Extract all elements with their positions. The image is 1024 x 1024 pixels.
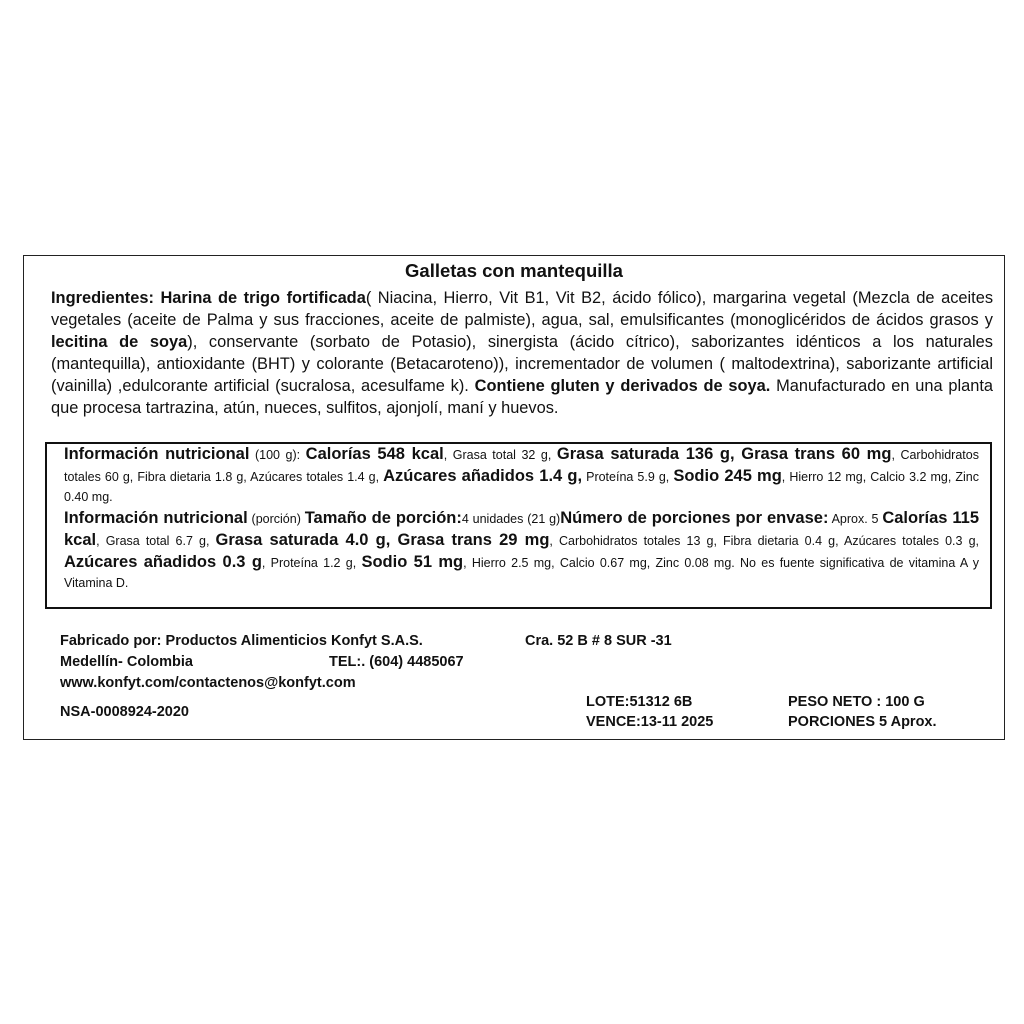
manufacturer-name: Fabricado por: Productos Alimenticios Konfyt S.A.S.: [60, 633, 423, 649]
nutrition-portion-heading: Información nutricional: [64, 509, 248, 528]
sanitary-registry: NSA-0008924-2020: [60, 704, 189, 720]
nutrition-portion-sat-fat: Grasa saturada 4.0 g: [215, 530, 386, 549]
nutrition-portion-size-label: Tamaño de porción:: [304, 509, 462, 528]
nutrition-100g-trans-fat: Grasa trans 60 mg: [741, 445, 892, 463]
nutrition-100g-calories: Calorías 548 kcal: [305, 445, 444, 463]
manufacturer-web[interactable]: www.konfyt.com/contactenos@konfyt.com: [60, 675, 356, 691]
nutrition-portion-sep: ,: [385, 530, 398, 549]
ingredient-soy-lecithin: lecitina de soya: [51, 333, 188, 351]
nutrition-100g-sep: ,: [730, 445, 742, 463]
nutrition-portion-added-sugar: Azúcares añadidos 0.3 g: [64, 552, 262, 571]
nutrition-portion-sodium: Sodio 51 mg: [361, 552, 464, 571]
nutrition-portion-trans-fat: Grasa trans 29 mg: [397, 530, 550, 549]
nutrition-100g-added-sugar: Azúcares añadidos 1.4 g,: [383, 466, 583, 485]
nutrition-portion-total-fat: , Grasa total 6.7 g,: [96, 533, 216, 548]
allergen-warning: Contiene gluten y derivados de soya.: [474, 377, 771, 395]
nutrition-portion-size-value: 4 unidades (21 g): [461, 512, 561, 527]
ingredients-text-2: ), conservante (sorbato de Potasio), sinergista (ácido cítrico), saborizantes idénticos a los naturales (mantequilla), antioxidante (BHT) y colorante (Betacaroteno)), incrementador de volumen ( maltodextrina), saborizante artificial (vainilla) ,edulcorante artificial (sucralosa, acesulfame k).: [51, 333, 993, 395]
manufacturer-city: Medellín- Colombia: [60, 654, 193, 670]
nutrition-100g-heading: Información nutricional: [64, 445, 250, 463]
expiry-date: VENCE:13-11 2025: [586, 714, 714, 730]
ingredients-heading: Ingredientes:: [51, 289, 161, 307]
nutrition-100g-sat-fat: Grasa saturada 136 g: [556, 445, 731, 463]
nutrition-portion-servings-label: Número de porciones por envase:: [560, 509, 829, 528]
nutrition-100g-carbs: , Carbohidratos totales 60 g, Fibra dietaria 1.8 g, Azúcares totales 1.4 g,: [64, 448, 979, 484]
ingredients-paragraph: [51, 287, 993, 419]
facility-warning: Manufacturado en una planta que procesa tartrazina, atún, nueces, sulfitos, ajonjolí, maní y huevos.: [51, 377, 994, 417]
product-label: [23, 255, 1005, 740]
nutrition-portion-servings-value: Aprox. 5: [828, 512, 883, 527]
nutrition-100g-total-fat: , Grasa total 32 g,: [443, 448, 557, 462]
manufacturer-phone: TEL:. (604) 4485067: [329, 654, 464, 670]
nutrition-facts-box: [45, 442, 992, 609]
servings-count: PORCIONES 5 Aprox.: [788, 714, 937, 730]
nutrition-portion-protein: , Proteína 1.2 g,: [261, 555, 362, 570]
ingredient-flour: Harina de trigo fortificada: [160, 289, 366, 307]
manufacturer-address: Cra. 52 B # 8 SUR -31: [525, 633, 672, 649]
nutrition-100g-sodium: Sodio 245 mg: [673, 466, 782, 485]
nutrition-100g-basis: (100 g):: [249, 448, 306, 462]
nutrition-100g-protein: Proteína 5.9 g,: [582, 469, 674, 484]
ingredients-text-1: ( Niacina, Hierro, Vit B1, Vit B2, ácido fólico), margarina vegetal (Mezcla de aceites vegetales (aceite de Palma y sus fracciones, aceite de palmiste), agua, sal, emulsificantes (monoglicéridos de ácidos grasos y: [51, 289, 994, 329]
nutrition-facts-text: [64, 444, 979, 594]
net-weight: PESO NETO : 100 G: [788, 694, 925, 710]
nutrition-100g-minerals: , Hierro 12 mg, Calcio 3.2 mg, Zinc 0.40 mg.: [64, 469, 980, 505]
batch-lot: LOTE:51312 6B: [586, 694, 693, 710]
nutrition-portion-minerals: , Hierro 2.5 mg, Calcio 0.67 mg, Zinc 0.08 mg. No es fuente significativa de vitamina A y Vitamina D.: [64, 555, 979, 591]
nutrition-portion-calories: Calorías 115 kcal: [64, 509, 979, 549]
nutrition-portion-basis: (porción): [247, 512, 305, 527]
nutrition-portion-carbs: , Carbohidratos totales 13 g, Fibra dietaria 0.4 g, Azúcares totales 0.3 g,: [549, 533, 979, 548]
product-title: Galletas con mantequilla: [405, 260, 623, 281]
